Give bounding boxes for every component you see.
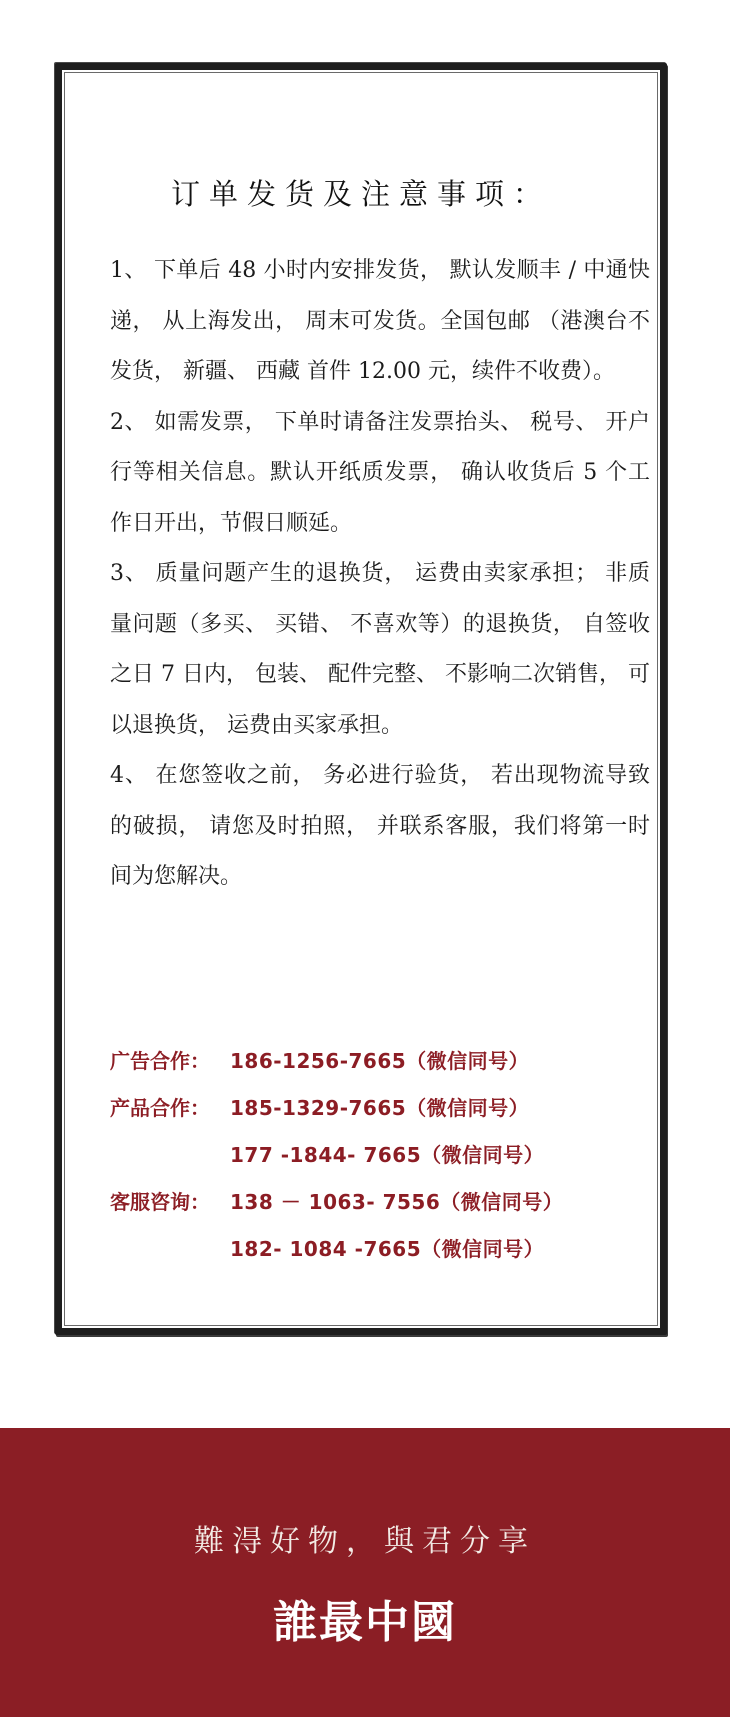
- contact-list: [110, 1038, 630, 1273]
- contact-row-product: [110, 1085, 630, 1132]
- notice-title: 订单发货及注意事项：: [170, 177, 551, 211]
- contact-row-ad: [110, 1038, 630, 1085]
- contact-label-service: 客服咨询：: [110, 1190, 210, 1214]
- brand-banner: [0, 1428, 730, 1717]
- contact-label-spacer: [110, 1226, 230, 1273]
- brand-logo-text: 誰最中國: [273, 1597, 457, 1648]
- notice-item-shipping: 1、 下单后 48 小时内安排发货， 默认发顺丰 / 中通快递， 从上海发出， 周末可发货。全国包邮 （港澳台不发货， 新疆、 西藏 首件 12.00 元，续件不收费）。: [110, 258, 650, 384]
- notice-item-invoice: 2、 如需发票， 下单时请备注发票抬头、 税号、 开户行等相关信息。默认开纸质发票， 确认收货后 5 个工作日开出，节假日顺延。: [110, 409, 650, 536]
- contact-label-product: 产品合作：: [110, 1096, 210, 1120]
- contact-row-service-2: [110, 1226, 630, 1273]
- contact-phone-service-1: 138 － 1063- 7556（微信同号）: [230, 1190, 564, 1214]
- notice-frame: [55, 63, 667, 1335]
- contact-phone-ad: 186-1256-7665（微信同号）: [230, 1049, 530, 1073]
- notice-body: [110, 246, 650, 903]
- contact-phone-product-1: 185-1329-7665（微信同号）: [230, 1096, 530, 1120]
- contact-phone-service-2: 182- 1084 -7665（微信同号）: [230, 1237, 545, 1261]
- contact-row-product-2: [110, 1132, 630, 1179]
- contact-phone-product-2: 177 -1844- 7665（微信同号）: [230, 1143, 545, 1167]
- contact-label-spacer: [110, 1132, 230, 1179]
- notice-item-returns: 3、 质量问题产生的退换货， 运费由卖家承担； 非质量问题（多买、 买错、 不喜欢等）的退换货， 自签收之日 7 日内， 包装、 配件完整、 不影响二次销售， 可以退换货， 运费由买家承担。: [110, 561, 650, 738]
- contact-row-service: [110, 1179, 630, 1226]
- brand-slogan: 難淂好物，與君分享: [194, 1524, 536, 1559]
- notice-item-inspection: 4、 在您签收之前， 务必进行验货， 若出现物流导致的破损， 请您及时拍照， 并联系客服，我们将第一时间为您解决。: [110, 763, 650, 889]
- contact-label-ad: 广告合作：: [110, 1049, 210, 1073]
